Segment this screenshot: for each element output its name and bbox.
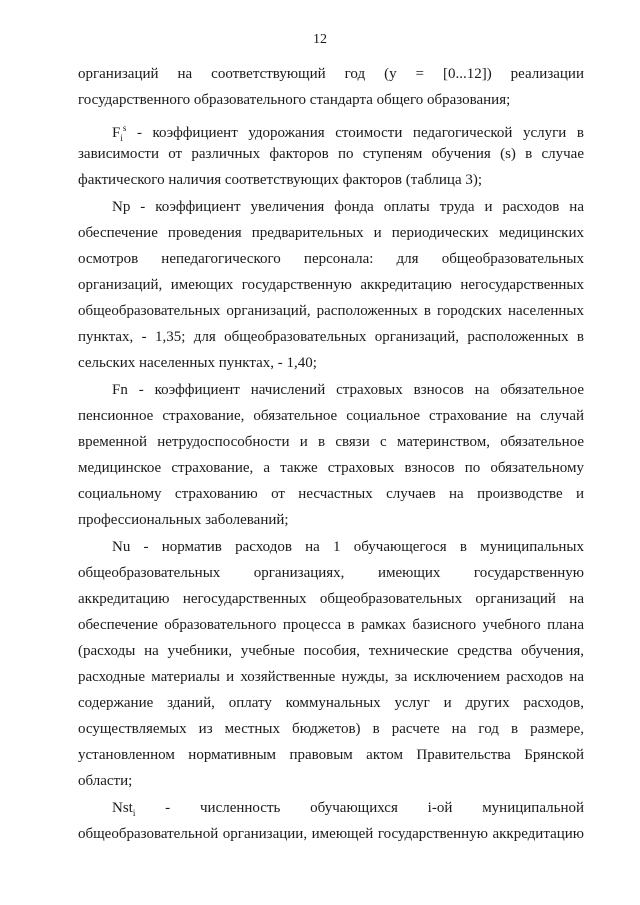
text-line-24: расходные материалы и хозяйственные нужды, за исключением расходов на bbox=[78, 669, 584, 685]
text-line-23: (расходы на учебники, учебные пособия, технические средства обучения, bbox=[78, 643, 584, 659]
text-line-17: социальному страхованию от несчастных случаев на производстве и bbox=[78, 486, 584, 502]
text-line-4: зависимости от различных факторов по ступеням обучения (s) в случае bbox=[78, 146, 584, 162]
symbol-nst: Nst$_i$ bbox=[112, 800, 136, 818]
text-line-14: пенсионное страхование, обязательное социальное страхование на случай bbox=[78, 408, 584, 424]
page-number: 12 bbox=[313, 32, 327, 47]
text-line-20: общеобразовательных организациях, имеющих государственную bbox=[78, 565, 584, 581]
text-line-2: государственного образовательного стандарта общего образования; bbox=[78, 92, 511, 108]
text-line-6: Np - коэффициент увеличения фонда оплаты труда и расходов на bbox=[112, 199, 584, 215]
text-line-26: осуществляемых из местных бюджетов) в расчете на год в размере, bbox=[78, 721, 584, 737]
text-line-21: аккредитацию негосударственных общеобразовательных организаций на bbox=[78, 591, 584, 607]
text-line-28: области; bbox=[78, 773, 133, 789]
text-line-19: Nu - норматив расходов на 1 обучающегося в муниципальных bbox=[112, 539, 584, 555]
text-line-11: пунктах, - 1,35; для общеобразовательных организаций, расположенных в bbox=[78, 329, 584, 345]
text-line-22: обеспечение образовательного процесса в рамках базисного учебного плана bbox=[78, 617, 584, 633]
text-line-12: сельских населенных пунктах, - 1,40; bbox=[78, 355, 317, 371]
text-line-13: Fn - коэффициент начислений страховых взносов на обязательное bbox=[112, 382, 584, 398]
symbol-f: $F_i^s$ bbox=[112, 123, 127, 143]
text-line-9: организаций, имеющих государственную аккредитацию негосударственных bbox=[78, 277, 584, 293]
text-line-25: содержание зданий, оплату коммунальных услуг и других расходов, bbox=[78, 695, 584, 711]
text-line-7: обеспечение проведения предварительных и периодических медицинских bbox=[78, 225, 584, 241]
text-line-29: Nst$_i$ - численность обучающихся i-ой муниципальной bbox=[112, 800, 584, 818]
text-line-18: профессиональных заболеваний; bbox=[78, 512, 289, 528]
text-line-8: осмотров непедагогического персонала: для общеобразовательных bbox=[78, 251, 584, 267]
text-line-1: организаций на соответствующий год (у = [0...12]) реализации bbox=[78, 66, 584, 82]
text-line-30: общеобразовательной организации, имеющей государственную аккредитацию bbox=[78, 826, 584, 842]
text-line-5: фактического наличия соответствующих факторов (таблица 3); bbox=[78, 172, 483, 188]
text-line-16: медицинское страхование, а также страховых взносов по обязательному bbox=[78, 460, 584, 476]
text-line-27: установленном нормативным правовым актом Правительства Брянской bbox=[78, 747, 584, 763]
text-line-15: временной нетрудоспособности и в связи с материнством, обязательное bbox=[78, 434, 584, 450]
text-line-3: $F_i^s$ - коэффициент удорожания стоимости педагогической услуги в bbox=[112, 123, 584, 143]
text-line-10: общеобразовательных организаций, расположенных в городских населенных bbox=[78, 303, 584, 319]
